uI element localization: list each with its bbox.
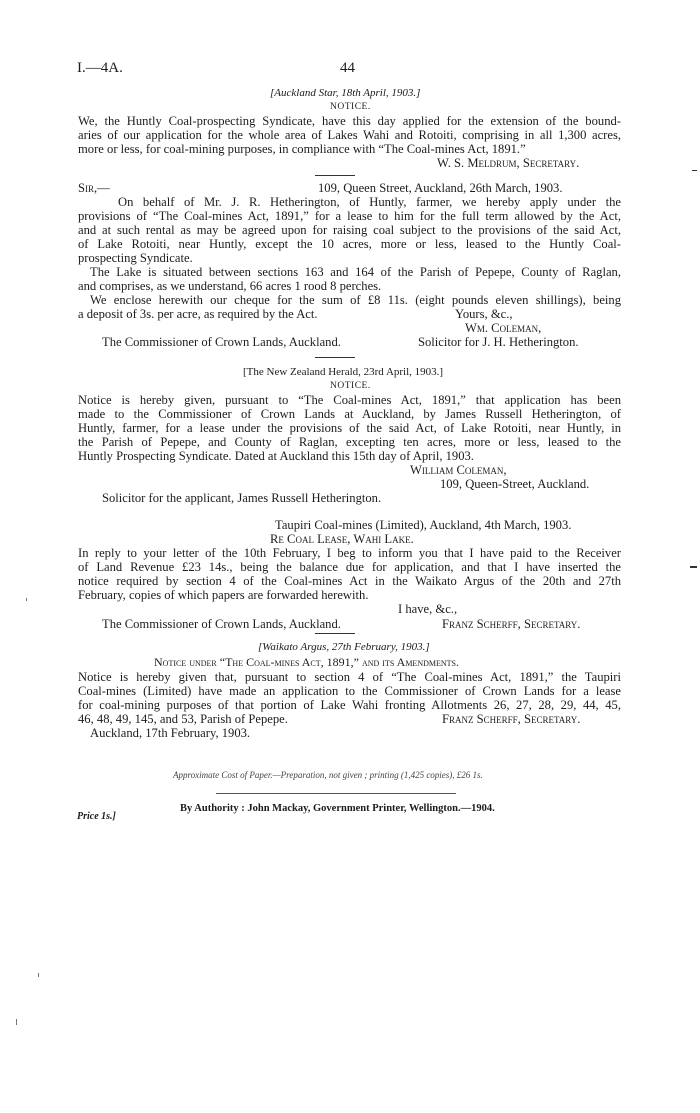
notice2-line-1: Notice is hereby given, pursuant to “The Coal-mines Act, 1891,” that application has been bbox=[78, 393, 621, 407]
scan-mark-5 bbox=[16, 1019, 17, 1025]
notice3-heading: Notice under “The Coal-mines Act, 1891,” and its Amendments. bbox=[154, 655, 459, 669]
scan-mark-1 bbox=[692, 170, 697, 171]
notice1-source: [Auckland Star, 18th April, 1903.] bbox=[270, 87, 421, 99]
notice1-line-3: more or less, for coal-mining purposes, in compliance with “The Coal-mines Act, 1891.” bbox=[78, 142, 526, 156]
page-number: 44 bbox=[340, 60, 355, 76]
letter1-salutation: Sir,— bbox=[78, 181, 110, 195]
notice2-line-4: the Parish of Pepepe, and County of Raglan, excepting ten acres, more or less, leased to the bbox=[78, 435, 621, 449]
letter2-addressee: The Commissioner of Crown Lands, Auckland. bbox=[102, 617, 341, 631]
letter1-line-9: a deposit of 3s. per acre, as required by the Act. bbox=[78, 307, 318, 321]
notice2-signer: William Coleman, bbox=[410, 463, 507, 477]
notice3-source: [Waikato Argus, 27th February, 1903.] bbox=[258, 641, 430, 653]
cost-note: Approximate Cost of Paper.—Preparation, not given ; printing (1,425 copies), £26 1s. bbox=[173, 770, 483, 780]
notice3-line-2: Coal-mines (Limited) have made an application to the Commissioner of Crown Lands for a lease bbox=[78, 684, 621, 698]
document-code: I.—4A. bbox=[77, 60, 123, 76]
notice2-source-text: [The New Zealand Herald, 23rd April, 1903.] bbox=[243, 366, 444, 378]
divider-2 bbox=[315, 357, 355, 358]
imprint: By Authority : John Mackay, Government Printer, Wellington.—1904. bbox=[180, 803, 495, 814]
letter1-signer-title: Solicitor for J. H. Hetherington. bbox=[418, 335, 579, 349]
notice1-signature: W. S. Meldrum, Secretary. bbox=[437, 156, 580, 170]
notice3-last-line: 46, 48, 49, 145, and 53, Parish of Pepepe. bbox=[78, 712, 288, 726]
letter1-signer: Wm. Coleman, bbox=[465, 321, 542, 335]
letter1-line-8: We enclose herewith our cheque for the sum of £8 11s. (eight pounds eleven shillings), being bbox=[90, 293, 621, 307]
letter2-closing: I have, &c., bbox=[398, 602, 458, 616]
notice2-footer: Solicitor for the applicant, James Russell Hetherington. bbox=[102, 491, 382, 505]
letter1-line-1: On behalf of Mr. J. R. Hetherington, of Huntly, farmer, we hereby apply under the bbox=[118, 195, 621, 209]
letter2-line-4: February, copies of which papers are forwarded herewith. bbox=[78, 588, 369, 602]
notice2-line-3: Huntly, farmer, for a lease under the provisions of the said Act, of Lake Rotoiti, near Huntly, in bbox=[78, 421, 621, 435]
letter2-signer: Franz Scherff, Secretary. bbox=[442, 617, 581, 631]
letter1-line-6: The Lake is situated between sections 163 and 164 of the Parish of Pepepe, County of Raglan, bbox=[90, 265, 621, 279]
notice2-heading: NOTICE. bbox=[330, 381, 371, 391]
notice1-heading: NOTICE. bbox=[330, 102, 371, 112]
letter1-addressee: The Commissioner of Crown Lands, Auckland. bbox=[102, 335, 341, 349]
letter1-line-2: provisions of “The Coal-mines Act, 1891,” for a lease to him for the full term allowed by the Act, bbox=[78, 209, 621, 223]
letter1-address: 109, Queen Street, Auckland, 26th March, 1903. bbox=[318, 181, 563, 195]
imprint-rule bbox=[216, 793, 456, 794]
letter1-line-5: prospecting Syndicate. bbox=[78, 251, 193, 265]
letter2-line-2: of Land Revenue £23 14s., being the balance due for application, and that I have inserted the bbox=[78, 560, 621, 574]
notice2-signer-address: 109, Queen-Street, Auckland. bbox=[440, 477, 590, 491]
letter1-closing: Yours, &c., bbox=[455, 307, 513, 321]
letter1-line-7: and comprises, as we understand, 66 acres 1 rood 8 perches. bbox=[78, 279, 382, 293]
letter1-line-3: and at such rental as may be agreed upon for raising coal subject to the provisions of the said Act, bbox=[78, 223, 621, 237]
notice3-line-1: Notice is hereby given that, pursuant to section 4 of “The Coal-mines Act, 1891,” the Taupiri bbox=[78, 670, 621, 684]
notice1-line-1: We, the Huntly Coal-prospecting Syndicate, have this day applied for the extension of the bound- bbox=[78, 114, 621, 128]
letter2-line-1: In reply to your letter of the 10th February, I beg to inform you that I have paid to the Receiver bbox=[78, 546, 621, 560]
letter2-line-3: notice required by section 4 of the Coal-mines Act in the Waikato Argus of the 20th and 27th bbox=[78, 574, 621, 588]
divider-1 bbox=[315, 175, 355, 176]
notice3-signer: Franz Scherff, Secretary. bbox=[442, 712, 581, 726]
letter1-line-4: of Lake Rotoiti, near Huntly, except the 10 acres, more or less, leased to the Huntly Coal- bbox=[78, 237, 621, 251]
price: Price 1s.] bbox=[77, 811, 116, 822]
notice2-line-2: made to the Commissioner of Crown Lands at Auckland, by James Russell Hetherington, of bbox=[78, 407, 621, 421]
notice2-line-5: Huntly Prospecting Syndicate. Dated at Auckland this 15th day of April, 1903. bbox=[78, 449, 474, 463]
letter2-re-line: Re Coal Lease, Wahi Lake. bbox=[270, 532, 414, 546]
letter2-address: Taupiri Coal-mines (Limited), Auckland, 4th March, 1903. bbox=[275, 518, 572, 532]
notice2-source bbox=[243, 366, 443, 378]
notice3-line-3: for coal-mining purposes of that portion of Lake Wahi fronting Allotments 26, 27, 28, 29, 44, 45, bbox=[78, 698, 621, 712]
divider-3 bbox=[315, 633, 355, 634]
notice3-place-date: Auckland, 17th February, 1903. bbox=[90, 726, 251, 740]
scan-mark-2 bbox=[690, 566, 697, 568]
scan-mark-3 bbox=[26, 598, 27, 601]
scan-mark-4 bbox=[38, 973, 39, 977]
notice1-line-2: aries of our application for the whole area of Lakes Wahi and Rotoiti, comprising in all 1,300 acres, bbox=[78, 128, 621, 142]
